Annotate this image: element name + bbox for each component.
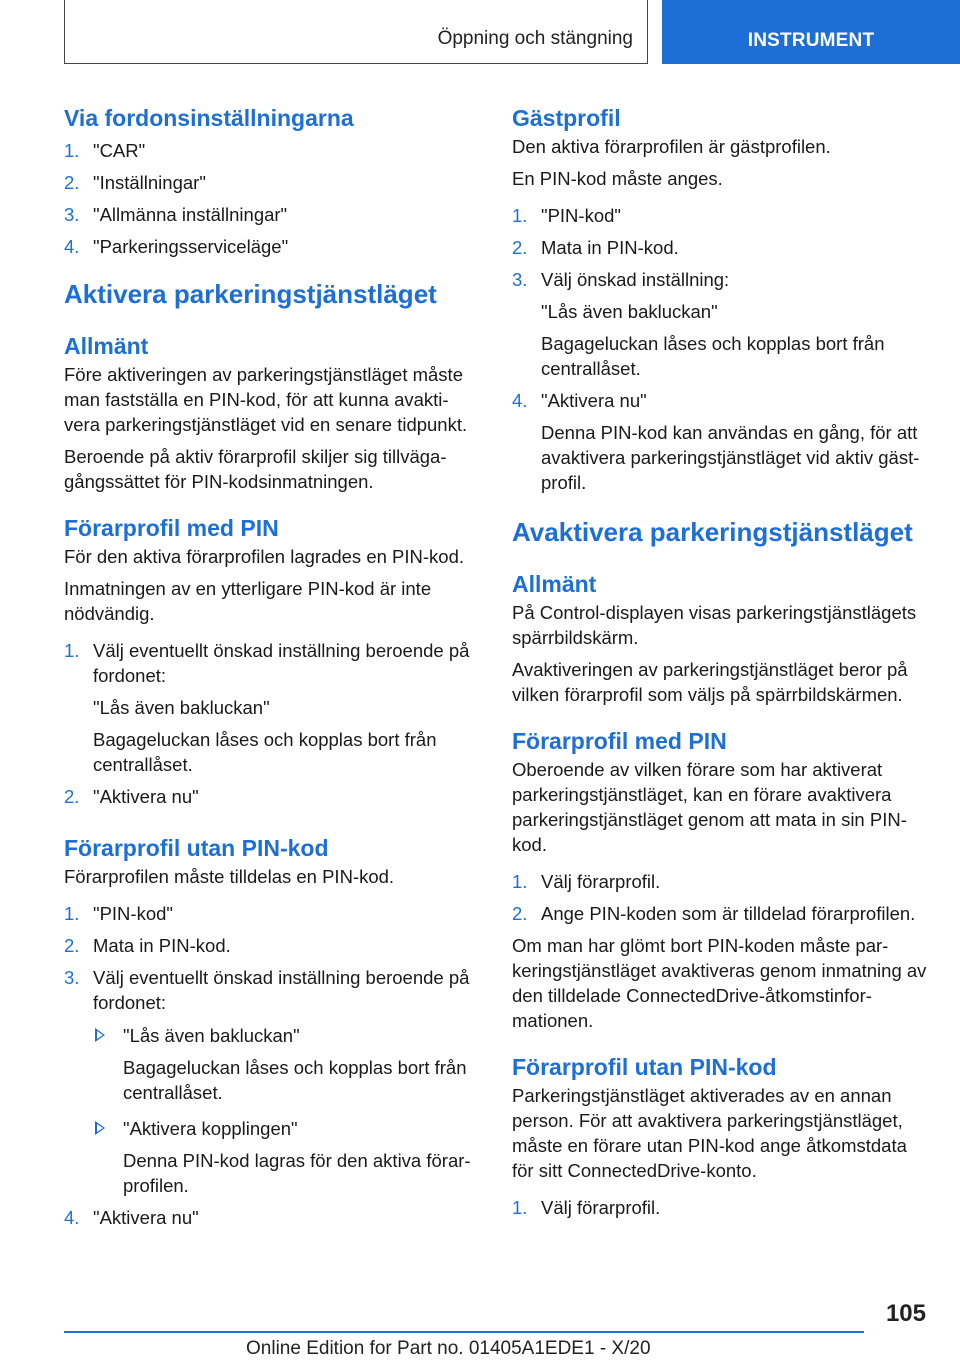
item-number: 4. bbox=[64, 1207, 80, 1228]
list-item bbox=[64, 170, 482, 195]
bullet-text: "Aktivera kopplingen" bbox=[123, 1118, 298, 1139]
chapter-tab[interactable] bbox=[662, 0, 960, 64]
item-text: "Allmänna inställningar" bbox=[93, 204, 288, 225]
item-text: Välj eventuellt önskad inställning beroende på fordonet: bbox=[93, 967, 470, 1013]
heading-via: Via fordonsinställningarna bbox=[64, 105, 354, 131]
heading-pin: Förarprofil med PIN bbox=[64, 515, 279, 541]
paragraph: Den aktiva förarprofilen är gästprofilen. bbox=[512, 136, 831, 157]
pin-list bbox=[64, 638, 482, 809]
list-item bbox=[512, 203, 932, 228]
list-item bbox=[64, 202, 482, 227]
bullet-item bbox=[93, 1116, 482, 1198]
item-text: "Aktivera nu" bbox=[93, 1207, 199, 1228]
item-number: 1. bbox=[512, 871, 528, 892]
item-text: "Inställningar" bbox=[93, 172, 206, 193]
item-text: Välj eventuellt önskad inställning beroende på fordonet: bbox=[93, 640, 470, 686]
item-subtext: Bagageluckan låses och kopplas bort från centrallåset. bbox=[541, 333, 885, 379]
item-number: 2. bbox=[64, 935, 80, 956]
list-item bbox=[512, 235, 932, 260]
item-number: 2. bbox=[64, 786, 80, 807]
pin-list bbox=[512, 869, 932, 926]
item-subtext: Denna PIN-kod kan användas en gång, för att avaktivera parkeringstjänstläget vid aktiv gäst-profil. bbox=[541, 422, 920, 493]
nopin-list bbox=[64, 901, 482, 1230]
list-item bbox=[64, 901, 482, 926]
edition-text: Online Edition for Part no. 01405A1EDE1 - X/20 bbox=[246, 1338, 651, 1359]
list-item bbox=[64, 965, 482, 1198]
item-number: 2. bbox=[64, 172, 80, 193]
heading-nopin: Förarprofil utan PIN-kod bbox=[64, 835, 329, 861]
item-subtext: "Lås även bakluckan" bbox=[541, 301, 718, 322]
list-item bbox=[64, 234, 482, 259]
bullet-desc: Bagageluckan låses och kopplas bort från centrallåset. bbox=[123, 1057, 467, 1103]
list-item bbox=[64, 138, 482, 163]
heading-pin: Förarprofil med PIN bbox=[512, 728, 727, 754]
item-number: 1. bbox=[64, 903, 80, 924]
heading-general: Allmänt bbox=[64, 333, 149, 359]
paragraph: En PIN-kod måste anges. bbox=[512, 168, 723, 189]
heading-nopin: Förarprofil utan PIN-kod bbox=[512, 1054, 777, 1080]
heading-deactivate: Avaktivera parkeringstjänstläget bbox=[512, 517, 913, 547]
item-number: 4. bbox=[64, 236, 80, 257]
list-item bbox=[512, 388, 932, 495]
list-item bbox=[64, 1205, 482, 1230]
bullet-item bbox=[93, 1023, 482, 1105]
list-item bbox=[512, 267, 932, 381]
list-item bbox=[64, 933, 482, 958]
triangle-bullet-icon bbox=[95, 1028, 105, 1042]
guest-list bbox=[512, 203, 932, 495]
paragraph: Om man har glömt bort PIN-koden måste par-keringstjänstläget avaktiveras genom inmatning av den tilldelade ConnectedDrive-åtkomstinfor-mationen. bbox=[512, 935, 927, 1031]
item-text: "Aktivera nu" bbox=[541, 390, 647, 411]
paragraph: Oberoende av vilken förare som har aktiverat parkeringstjänstläget, kan en förare avaktivera parkeringstjänstläget genom att mata in sin PIN-kod. bbox=[512, 759, 907, 855]
heading-guest: Gästprofil bbox=[512, 105, 621, 131]
section-title: Öppning och stängning bbox=[437, 28, 633, 49]
paragraph: Beroende på aktiv förarprofil skiljer sig tillväga-gångssättet för PIN-kodsinmatningen. bbox=[64, 446, 447, 492]
list-item bbox=[64, 638, 482, 777]
paragraph: På Control-displayen visas parkeringstjänstlägets spärrbildskärm. bbox=[512, 602, 917, 648]
item-text: Ange PIN-koden som är tilldelad förarprofilen. bbox=[541, 903, 916, 924]
triangle-bullet-icon bbox=[95, 1121, 105, 1135]
paragraph: Avaktiveringen av parkeringstjänstläget beror på vilken förarprofil som väljs på spärrbildskärmen. bbox=[512, 659, 908, 705]
paragraph: För den aktiva förarprofilen lagrades en PIN-kod. bbox=[64, 546, 465, 567]
item-number: 3. bbox=[64, 204, 80, 225]
paragraph: Inmatningen av en ytterligare PIN-kod är inte nödvändig. bbox=[64, 578, 432, 624]
item-text: Mata in PIN-kod. bbox=[93, 935, 231, 956]
list-item bbox=[512, 1195, 932, 1220]
item-number: 2. bbox=[512, 903, 528, 924]
item-number: 3. bbox=[64, 967, 80, 988]
paragraph: Före aktiveringen av parkeringstjänstläget måste man fastställa en PIN-kod, för att kunna avakti-vera parkeringstjänstläget vid en senare tidpunkt. bbox=[64, 364, 468, 435]
list-item bbox=[512, 869, 932, 894]
list-item bbox=[512, 901, 932, 926]
item-text: "Parkeringsserviceläge" bbox=[93, 236, 289, 257]
item-number: 1. bbox=[64, 640, 80, 661]
via-list bbox=[64, 138, 482, 259]
item-number: 1. bbox=[512, 1197, 528, 1218]
header-section-box bbox=[64, 0, 648, 64]
item-number: 1. bbox=[64, 140, 80, 161]
paragraph: Parkeringstjänstläget aktiverades av en annan person. För att avaktivera parkeringstjänstläget, måste en förare utan PIN-kod ange åtkomstdata för sitt ConnectedDrive-konto. bbox=[512, 1085, 907, 1181]
item-number: 1. bbox=[512, 205, 528, 226]
chapter-label: INSTRUMENT bbox=[747, 30, 875, 51]
list-item bbox=[64, 784, 482, 809]
item-text: Välj förarprofil. bbox=[541, 871, 661, 892]
item-text: Välj förarprofil. bbox=[541, 1197, 661, 1218]
bullet-text: "Lås även bakluckan" bbox=[123, 1025, 300, 1046]
item-text: "CAR" bbox=[93, 140, 146, 161]
item-subtext: "Lås även bakluckan" bbox=[93, 697, 270, 718]
footer-divider bbox=[64, 1331, 864, 1333]
item-text: Välj önskad inställning: bbox=[541, 269, 730, 290]
item-text: "Aktivera nu" bbox=[93, 786, 199, 807]
item-number: 3. bbox=[512, 269, 528, 290]
item-subtext: Bagageluckan låses och kopplas bort från centrallåset. bbox=[93, 729, 437, 775]
paragraph: Förarprofilen måste tilldelas en PIN-kod. bbox=[64, 866, 395, 887]
heading-general: Allmänt bbox=[512, 571, 597, 597]
left-column bbox=[64, 100, 482, 1237]
item-number: 2. bbox=[512, 237, 528, 258]
nopin-list bbox=[512, 1195, 932, 1220]
item-text: Mata in PIN-kod. bbox=[541, 237, 679, 258]
item-number: 4. bbox=[512, 390, 528, 411]
page-number: 105 bbox=[885, 1300, 926, 1327]
bullet-desc: Denna PIN-kod lagras för den aktiva förar-profilen. bbox=[123, 1150, 471, 1196]
heading-activate: Aktivera parkeringstjänstläget bbox=[64, 279, 437, 309]
right-column bbox=[512, 100, 932, 1227]
item-text: "PIN-kod" bbox=[93, 903, 173, 924]
item-text: "PIN-kod" bbox=[541, 205, 621, 226]
